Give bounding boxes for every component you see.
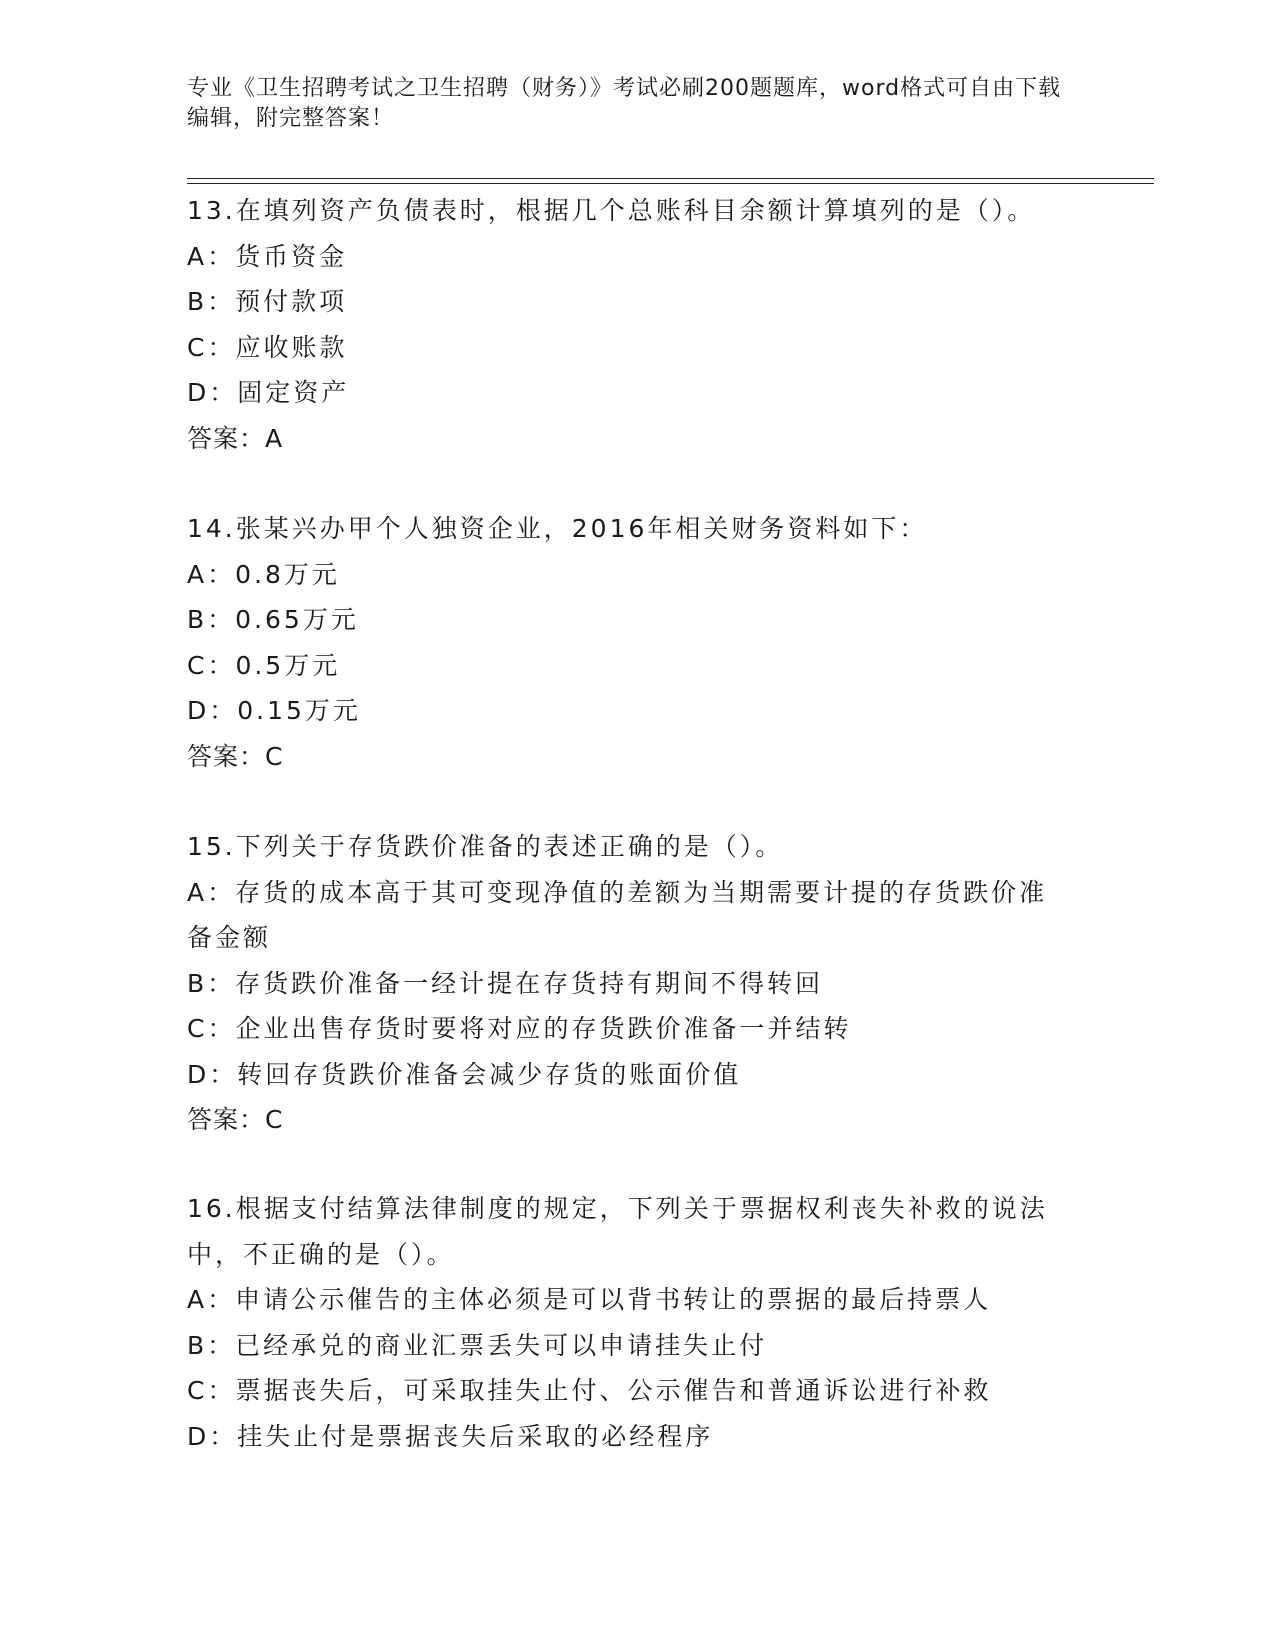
stem-line: 14.张某兴办甲个人独资企业，2016年相关财务资料如下： [187,514,928,543]
option-d: D：固定资产 [187,378,350,407]
option-a [187,870,1087,961]
option-d: D：挂失止付是票据丧失后采取的必经程序 [187,1421,714,1451]
option-c: C：企业出售存货时要将对应的存货跌价准备一并结转 [187,1014,852,1043]
question-stem [187,824,1087,870]
option-d: D：0.15万元 [187,696,361,725]
option-a-line: A：存货的成本高于其可变现净值的差额为当期需要计提的存货跌价准 [187,877,1048,907]
option-b: B：已经承兑的商业汇票丢失可以申请挂失止付 [187,1330,768,1360]
header-divider-bottom [187,183,1154,184]
option-b: B：预付款项 [187,287,348,316]
option-b: B：0.65万元 [187,605,359,634]
option-c: C：票据丧失后，可采取挂失止付、公示催告和普通诉讼进行补救 [187,1376,992,1405]
stem-line: 15.下列关于存货跌价准备的表述正确的是（）。 [187,832,784,861]
answer-line: 答案：C [187,741,284,771]
question-13 [187,188,1087,461]
document-header [187,74,1067,134]
question-stem [187,1186,1087,1277]
stem-line: 16.根据支付结算法律制度的规定，下列关于票据权利丧失补救的说法 [187,1194,1048,1223]
question-stem [187,188,1087,234]
stem-line: 13.在填列资产负债表时，根据几个总账科目余额计算填列的是（）。 [187,196,1036,225]
question-14 [187,506,1087,779]
question-stem [187,506,1087,552]
header-divider-top [187,178,1154,179]
option-a: A：货币资金 [187,241,348,271]
option-a-line: 备金额 [187,923,272,952]
option-c: C：0.5万元 [187,650,341,680]
answer-line: 答案：A [187,423,284,453]
option-c: C：应收账款 [187,332,348,362]
question-15 [187,824,1087,1143]
option-b: B：存货跌价准备一经计提在存货持有期间不得转回 [187,968,824,998]
stem-line: 中，不正确的是（）。 [187,1239,455,1269]
option-d: D：转回存货跌价准备会减少存货的账面价值 [187,1059,742,1089]
header-text: 专业《卫生招聘考试之卫生招聘（财务）》考试必刷200题题库，word格式可自由下载编辑，附完整答案！ [187,76,1062,131]
question-16 [187,1186,1087,1459]
answer-line: 答案：C [187,1105,284,1134]
option-a: A：0.8万元 [187,559,340,589]
option-a: A：申请公示催告的主体必须是可以背书转让的票据的最后持票人 [187,1285,992,1314]
